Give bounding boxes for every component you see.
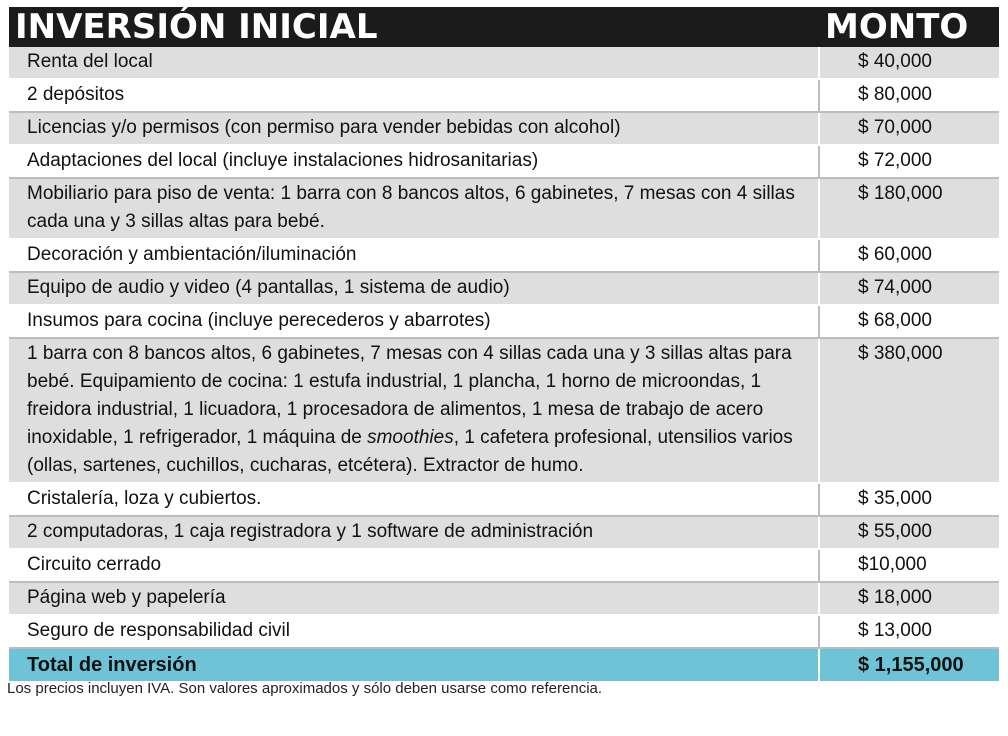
- table-row: [9, 549, 999, 582]
- row-amount: $ 18,000: [819, 582, 999, 615]
- row-description: Mobiliario para piso de venta: 1 barra con 8 bancos altos, 6 gabinetes, 7 mesas con 4 sillas cada una y 3 sillas altas para bebé.: [9, 178, 819, 239]
- row-amount: $ 80,000: [819, 79, 999, 112]
- row-amount: $ 74,000: [819, 272, 999, 305]
- row-description: Decoración y ambientación/iluminación: [9, 239, 819, 272]
- table-row: [9, 516, 999, 549]
- row-description: Adaptaciones del local (incluye instalaciones hidrosanitarias): [9, 145, 819, 178]
- row-description-text: , 1 cafetera profesional, utensilios varios (ollas, sartenes, cuchillos, cucharas, etcétera). Extractor de humo.: [27, 427, 793, 476]
- row-description: Licencias y/o permisos (con permiso para vender bebidas con alcohol): [9, 112, 819, 145]
- table-title: INVERSIÓN INICIAL: [9, 7, 819, 47]
- total-amount: $ 1,155,000: [819, 648, 999, 681]
- table-row: [9, 79, 999, 112]
- row-amount: $ 60,000: [819, 239, 999, 272]
- table-row: [9, 47, 999, 79]
- investment-table-container: [9, 7, 999, 681]
- row-description: Cristalería, loza y cubiertos.: [9, 483, 819, 516]
- row-amount: $ 72,000: [819, 145, 999, 178]
- table-row: [9, 305, 999, 338]
- row-amount: $ 68,000: [819, 305, 999, 338]
- row-description: Seguro de responsabilidad civil: [9, 615, 819, 648]
- row-amount: $ 35,000: [819, 483, 999, 516]
- table-row: [9, 112, 999, 145]
- table-row: [9, 483, 999, 516]
- row-description: [9, 338, 819, 483]
- footnote: Los precios incluyen IVA. Son valores aproximados y sólo deben usarse como referencia.: [7, 680, 603, 697]
- row-description: 2 depósitos: [9, 79, 819, 112]
- row-description: 2 computadoras, 1 caja registradora y 1 software de administración: [9, 516, 819, 549]
- table-row: [9, 338, 999, 483]
- total-row: [9, 648, 999, 681]
- investment-table: [9, 7, 999, 681]
- row-amount: $ 380,000: [819, 338, 999, 483]
- row-description: Renta del local: [9, 47, 819, 79]
- row-description: Circuito cerrado: [9, 549, 819, 582]
- row-description: Equipo de audio y video (4 pantallas, 1 sistema de audio): [9, 272, 819, 305]
- row-description-text: 1 barra con 8 bancos altos, 6 gabinetes, 7 mesas con 4 sillas cada una y 3 sillas altas para bebé. Equipamiento de cocina: 1 estufa industrial, 1 plancha, 1 horno de microondas, 1 freidora industrial, 1 licuadora, 1 procesadora de alimentos, 1 mesa de trabajo de acero inoxidable, 1 refrigerador, 1 máquina de: [27, 343, 792, 448]
- table-row: [9, 239, 999, 272]
- row-amount: $ 13,000: [819, 615, 999, 648]
- row-amount: $ 40,000: [819, 47, 999, 79]
- row-description-emphasis: smoothies: [367, 427, 454, 448]
- table-row: [9, 582, 999, 615]
- row-amount: $10,000: [819, 549, 999, 582]
- table-row: [9, 145, 999, 178]
- amount-column-heading: MONTO: [819, 7, 999, 47]
- row-description: Insumos para cocina (incluye perecederos y abarrotes): [9, 305, 819, 338]
- row-description: Página web y papelería: [9, 582, 819, 615]
- row-amount: $ 180,000: [819, 178, 999, 239]
- table-row: [9, 272, 999, 305]
- table-row: [9, 178, 999, 239]
- row-amount: $ 55,000: [819, 516, 999, 549]
- table-row: [9, 615, 999, 648]
- table-header-row: [9, 7, 999, 47]
- total-label: Total de inversión: [9, 648, 819, 681]
- row-amount: $ 70,000: [819, 112, 999, 145]
